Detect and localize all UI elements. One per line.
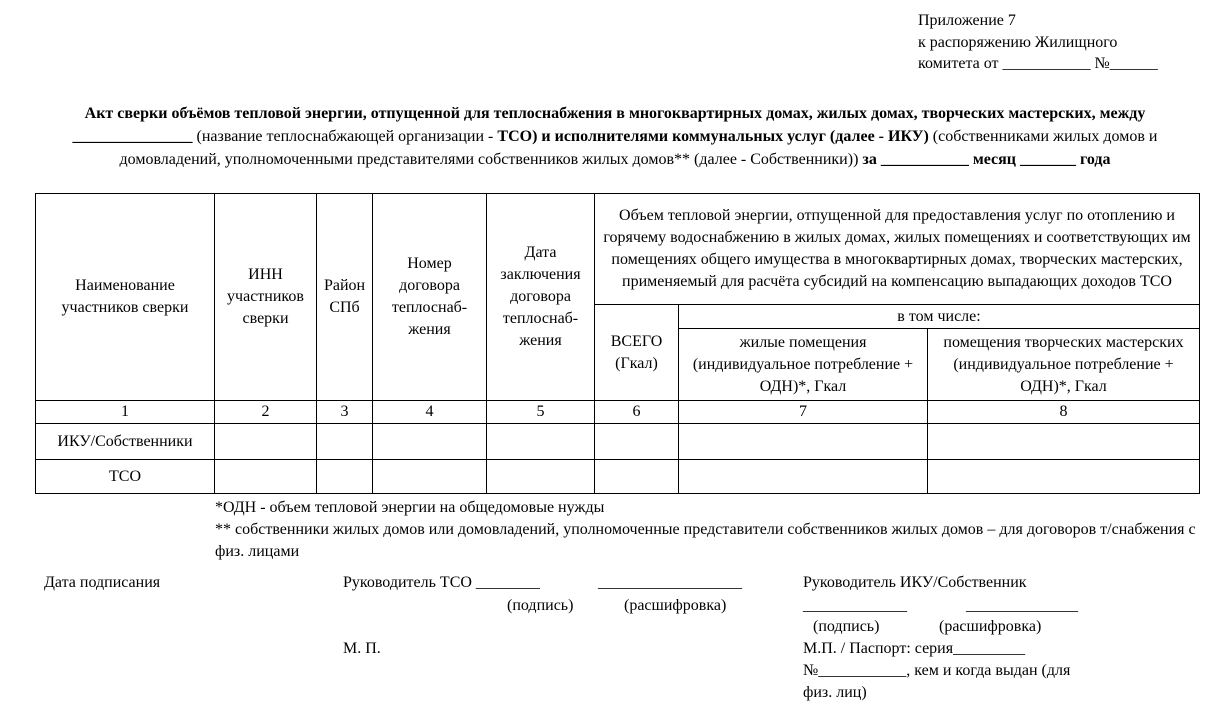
table-cell[interactable] — [215, 460, 317, 494]
signing-date-label: Дата подписания — [44, 574, 161, 591]
tso-decode-caption: (расшифровка) — [624, 597, 727, 614]
iku-head-label: Руководитель ИКУ/Собственник — [803, 574, 1027, 591]
table-cell[interactable] — [317, 460, 373, 494]
table-row — [36, 460, 1200, 494]
table-cell[interactable] — [317, 424, 373, 460]
table-row — [36, 424, 1200, 460]
footnotes — [215, 497, 1205, 563]
table-cell[interactable] — [373, 424, 487, 460]
footnote-owners: ** собственники жилых домов или домовладений, уполномоченные представители собственников жилых домов – для договоров т/снабжения с физ. лицами — [215, 521, 1196, 560]
appendix-header — [918, 10, 1158, 75]
appendix-committee: комитета от ___________ №______ — [918, 55, 1158, 72]
iku-passport-series: М.П. / Паспорт: серия_________ — [803, 640, 1026, 657]
footnote-odn: *ОДН - объем тепловой энергии на общедомовые нужды — [215, 499, 605, 516]
column-number: 5 — [487, 401, 595, 424]
column-number: 1 — [36, 401, 215, 424]
iku-signature-caption: (подпись) — [813, 618, 880, 635]
reconciliation-table — [35, 193, 1200, 494]
column-number: 4 — [373, 401, 487, 424]
table-cell[interactable] — [679, 424, 928, 460]
column-number: 2 — [215, 401, 317, 424]
table-cell[interactable] — [679, 460, 928, 494]
tso-stamp: М. П. — [343, 640, 381, 657]
header-residential: жилые помещения (индивидуальное потребление + ОДН)*, Гкал — [679, 329, 928, 401]
tso-head-line: Руководитель ТСО ________ — [343, 574, 540, 591]
title-part4: (собственниками жилых домов и домовладений, уполномоченными представителями собственников жилых домов** (далее - Собственники)) — [119, 128, 1158, 168]
iku-signature-line: _____________ — [803, 597, 907, 614]
header-studios: помещения творческих мастерских (индивидуальное потребление + ОДН)*, Гкал — [928, 329, 1200, 401]
column-number: 6 — [595, 401, 679, 424]
column-number: 3 — [317, 401, 373, 424]
title-part2: (название теплоснабжающей организации - — [196, 128, 494, 145]
iku-passport-number: №___________, кем и когда выдан (для — [803, 662, 1071, 679]
column-number: 7 — [679, 401, 928, 424]
table-cell[interactable] — [487, 424, 595, 460]
table-cell[interactable] — [928, 460, 1200, 494]
header-district: Район СПб — [317, 194, 373, 401]
column-numbers-row — [36, 401, 1200, 424]
header-contract-number: Номер договора теплоснаб-жения — [373, 194, 487, 401]
header-contract-date: Дата заключения договора теплоснаб-жения — [487, 194, 595, 401]
header-participants: Наименование участников сверки — [36, 194, 215, 401]
act-title — [40, 102, 1190, 171]
title-part5: за ___________ месяц _______ года — [862, 151, 1111, 168]
iku-passport-note: физ. лиц) — [803, 684, 867, 701]
title-part3: ТСО) и исполнителями коммунальных услуг (далее - ИКУ) — [497, 128, 929, 145]
header-total: ВСЕГО (Гкал) — [595, 305, 679, 401]
header-volume-group: Объем тепловой энергии, отпущенной для предоставления услуг по отоплению и горячему водоснабжению в жилых домах, жилых помещениях и соответствующих им помещениях общего имущества в многоквартирных домах, творческих мастерских, применяемый для расчёта субсидий на компенсацию выпадающих доходов ТСО — [595, 194, 1200, 305]
header-inn: ИНН участников сверки — [215, 194, 317, 401]
table-cell[interactable] — [215, 424, 317, 460]
row-label-iku: ИКУ/Собственники — [36, 424, 215, 460]
title-part1: Акт сверки объёмов тепловой энергии, отпущенной для теплоснабжения в многоквартирных домах, жилых домах, творческих мастерских, между _______________ — [72, 105, 1146, 145]
table-cell[interactable] — [373, 460, 487, 494]
tso-decode-line: __________________ — [598, 574, 742, 591]
tso-signature-caption: (подпись) — [507, 597, 574, 614]
table-cell[interactable] — [595, 460, 679, 494]
header-including: в том числе: — [679, 305, 1200, 329]
column-number: 8 — [928, 401, 1200, 424]
table-cell[interactable] — [595, 424, 679, 460]
iku-decode-line: ______________ — [966, 597, 1078, 614]
appendix-order: к распоряжению Жилищного — [918, 33, 1118, 51]
row-label-tso: ТСО — [36, 460, 215, 494]
appendix-number: Приложение 7 — [918, 12, 1016, 29]
iku-decode-caption: (расшифровка) — [939, 618, 1042, 635]
table-cell[interactable] — [928, 424, 1200, 460]
table-cell[interactable] — [487, 460, 595, 494]
